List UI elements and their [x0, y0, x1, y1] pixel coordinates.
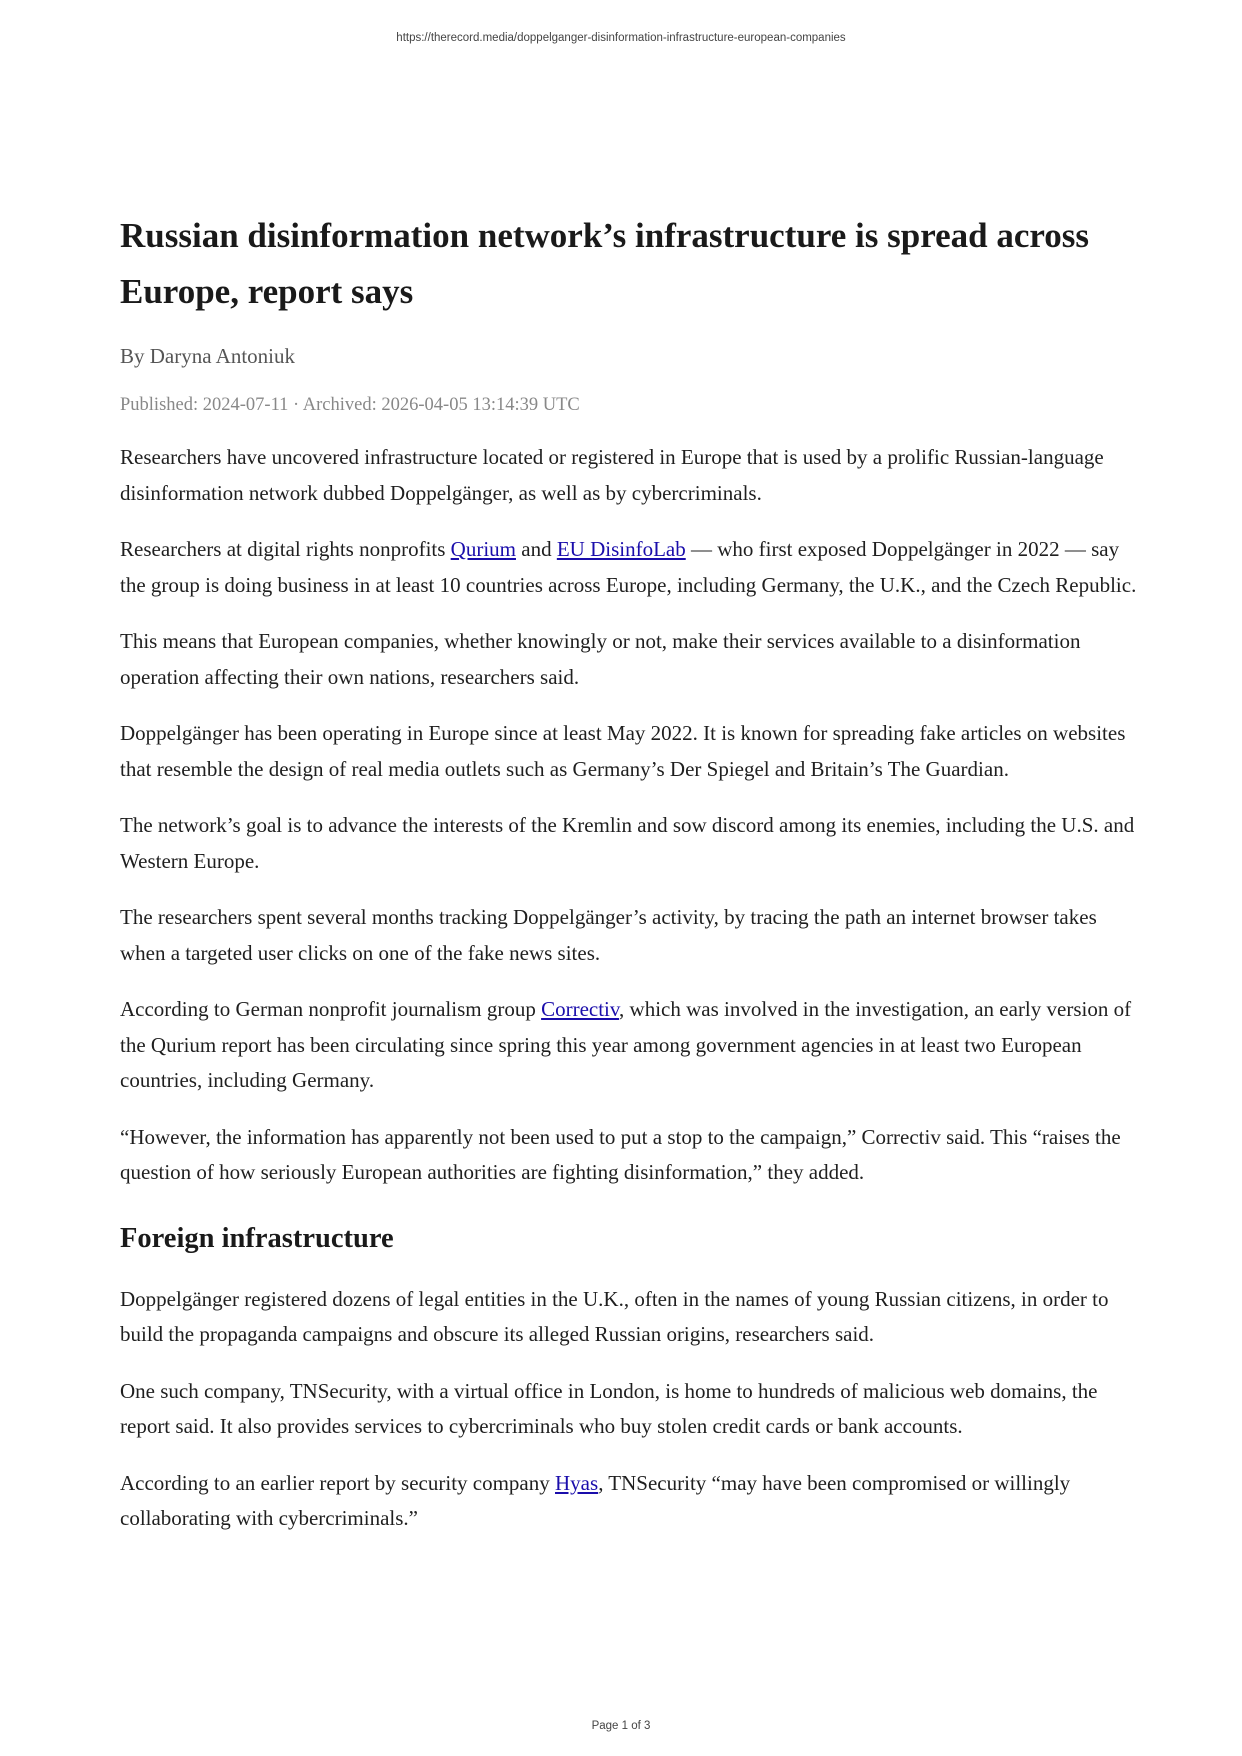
paragraph-7-text-a: According to German nonprofit journalism group — [120, 997, 542, 1021]
paragraph-3: This means that European companies, whether knowingly or not, make their services available to a disinformation operation affecting their own nations, researchers said. — [120, 629, 1081, 689]
qurium-link[interactable]: Qurium — [450, 537, 516, 561]
article-title: Russian disinformation network’s infrastructure is spread across Europe, report says — [120, 216, 1090, 311]
paragraph-11 — [120, 1466, 1140, 1537]
paragraph-11-text-a: According to an earlier report by security company — [120, 1470, 556, 1495]
paragraph-1: Researchers have uncovered infrastructure located or registered in Europe that is used by a prolific Russian-language disinformation network dubbed Doppelgänger, as well as by cybercriminals. — [120, 445, 1104, 505]
paragraph-8: “However, the information has apparently not been used to put a stop to the campaign,” Correctiv said. This “raises the question of how seriously European authorities are fighting disinformation,” they added. — [120, 1124, 1121, 1184]
paragraph-9: Doppelgänger registered dozens of legal entities in the U.K., often in the names of young Russian citizens, in order to build the propaganda campaigns and obscure its alleged Russian origins, researchers said. — [120, 1286, 1109, 1346]
paragraph-11-text-b: , TNSecurity “may have been compromised or willingly collaborating with cybercriminals.” — [120, 1470, 1071, 1530]
article — [120, 208, 1140, 1558]
paragraph-2-text-a: Researchers at digital rights nonprofits — [120, 537, 451, 561]
paragraph-2 — [120, 532, 1140, 603]
article-body — [120, 440, 1140, 1537]
paragraph-7-text-b: , which was involved in the investigation, an early version of the Qurium report has been circulating since spring this year among government agencies in at least two European countries, including Germany. — [120, 997, 1132, 1092]
paragraph-10: One such company, TNSecurity, with a virtual office in London, is home to hundreds of malicious web domains, the report said. It also provides services to cybercriminals who buy stolen credit cards or bank accounts. — [120, 1378, 1098, 1438]
eu-disinfolab-link[interactable]: EU DisinfoLab — [556, 537, 686, 561]
page-url-header: https://therecord.media/doppelganger-disinformation-infrastructure-european-companies — [396, 32, 846, 44]
hyas-link[interactable]: Hyas — [555, 1470, 599, 1495]
paragraph-5: The network’s goal is to advance the interests of the Kremlin and sow discord among its enemies, including the U.S. and Western Europe. — [120, 813, 1135, 873]
paragraph-7 — [120, 992, 1140, 1099]
article-byline: By Daryna Antoniuk — [120, 344, 295, 368]
correctiv-link[interactable]: Correctiv — [541, 997, 620, 1021]
paragraph-2-text-c: — who first exposed Doppelgänger in 2022 — say the group is doing business in at least 10 countries across Europe, including Germany, the U.K., and the Czech Republic. — [120, 537, 1137, 597]
paragraph-2-text-b: and — [516, 537, 557, 561]
paragraph-4: Doppelgänger has been operating in Europe since at least May 2022. It is known for spreading fake articles on websites that resemble the design of real media outlets such as Germany’s Der Spiegel and Britain’s The Guardian. — [120, 721, 1126, 781]
article-meta: Published: 2024-07-11 · Archived: 2026-04-05 13:14:39 UTC — [120, 395, 580, 415]
paragraph-6: The researchers spent several months tracking Doppelgänger’s activity, by tracing the path an internet browser takes when a targeted user clicks on one of the fake news sites. — [120, 905, 1097, 965]
section-heading-foreign-infrastructure: Foreign infrastructure — [120, 1222, 394, 1254]
page-number: Page 1 of 3 — [591, 1720, 651, 1732]
